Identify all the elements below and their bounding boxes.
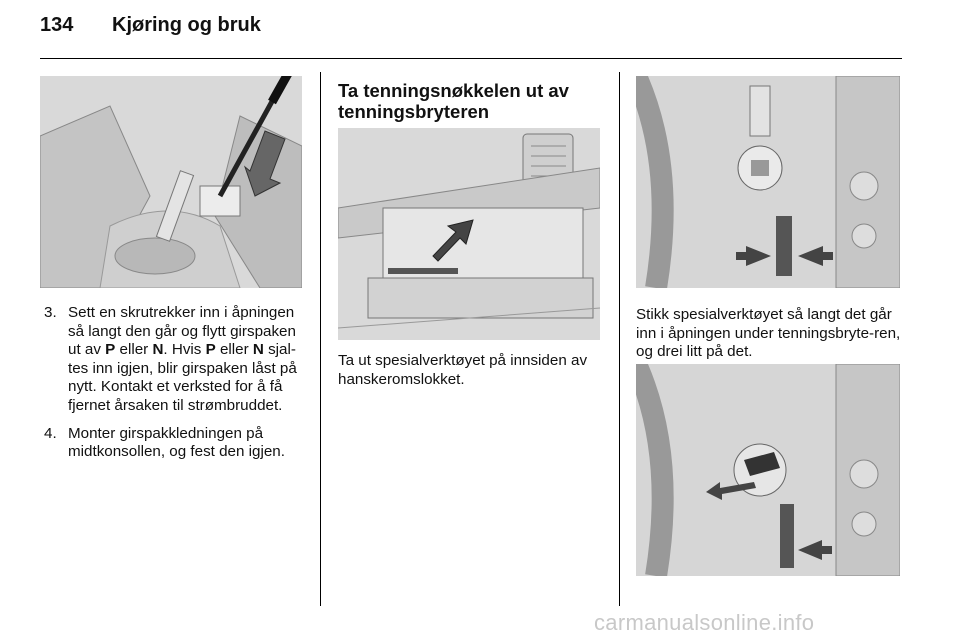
glovebox-tool-illustration (338, 128, 600, 340)
step-text: Sett en skrutrekker inn i åpningen så langt den går og flytt girspaken ut av P eller N. Hvis P eller N sjal-tes inn igjen, blir girspaken låst på nytt. Kontakt et verksted for å få fjernet årsaken til strømbruddet. (68, 304, 297, 414)
ignition-tool-turn-illustration (636, 364, 900, 576)
column-divider-right (619, 72, 620, 606)
step-text: Monter girspakkledningen på midtkonsollen, og fest den igjen. (68, 424, 285, 461)
middle-paragraph: Ta ut spesialverktøyet på innsiden av hanskeromslokket. (338, 352, 588, 388)
header-rule (40, 58, 902, 59)
watermark: carmanualsonline.info (594, 610, 815, 635)
column-divider-left (320, 72, 321, 606)
section-heading: Ta tenningsnøkkelen ut av tenningsbryteren (338, 80, 569, 122)
step-number: 3. (44, 304, 57, 321)
gear-lever-release-illustration (40, 76, 302, 288)
right-paragraph: Stikk spesialverktøyet så langt det går inn i åpningen under tenningsbryte-ren, og drei litt på det. (636, 306, 901, 361)
page-number: 134 (40, 14, 74, 36)
page-header (40, 14, 261, 50)
list-item (44, 425, 306, 462)
list-item (44, 304, 306, 416)
ignition-tool-insert-illustration (636, 76, 900, 288)
step-list (44, 304, 306, 471)
page-title: Kjøring og bruk (112, 14, 261, 36)
step-number: 4. (44, 424, 57, 442)
